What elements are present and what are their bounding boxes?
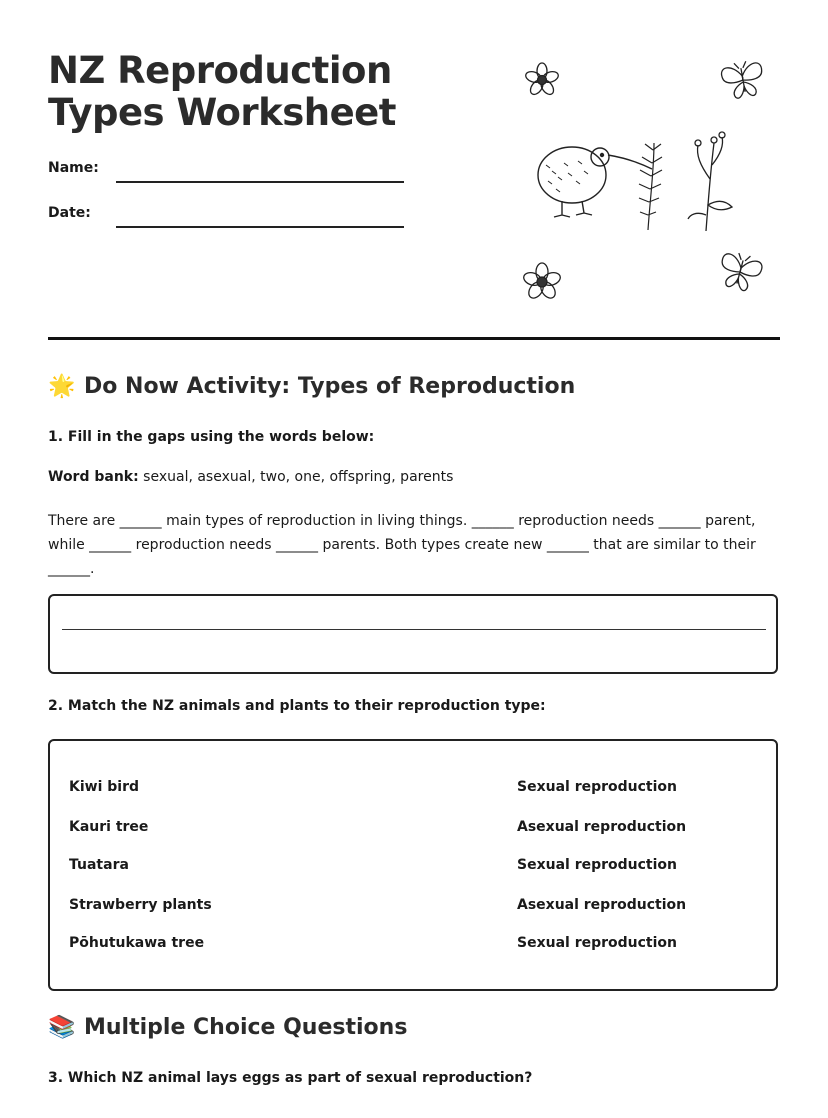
kiwi-bird-icon <box>538 147 652 217</box>
match-left-item[interactable]: Kauri tree <box>69 819 149 835</box>
matching-box <box>48 739 778 991</box>
butterfly-icon <box>716 249 764 293</box>
worksheet-title: NZ Reproduction Types Worksheet <box>48 49 396 134</box>
books-icon: 📚 <box>48 1015 76 1040</box>
match-left-item[interactable]: Kiwi bird <box>69 779 139 795</box>
section-heading-do-now <box>48 374 575 399</box>
match-right-item[interactable]: Asexual reproduction <box>517 819 687 835</box>
match-right-item[interactable]: Sexual reproduction <box>517 935 678 951</box>
match-left-item[interactable]: Tuatara <box>69 857 129 873</box>
date-label: Date: <box>48 205 91 221</box>
date-line[interactable] <box>116 226 404 228</box>
match-right-item[interactable]: Asexual reproduction <box>517 897 687 913</box>
star-icon: 🌟 <box>48 374 76 399</box>
plant-stem-icon <box>688 132 732 231</box>
answer-line <box>62 629 766 630</box>
name-line[interactable] <box>116 181 404 183</box>
match-left-item[interactable]: Strawberry plants <box>69 897 212 913</box>
question-2: 2. Match the NZ animals and plants to their reproduction type: <box>48 698 546 714</box>
butterfly-icon <box>720 59 766 101</box>
header-divider <box>48 337 780 340</box>
match-right-item[interactable]: Sexual reproduction <box>517 779 678 795</box>
question-3: 3. Which NZ animal lays eggs as part of sexual reproduction? <box>48 1070 533 1086</box>
answer-box[interactable] <box>48 594 778 674</box>
word-bank-words: sexual, asexual, two, one, offspring, parents <box>138 469 454 485</box>
section-heading-multiple-choice <box>48 1015 407 1040</box>
word-bank-label: Word bank: <box>48 469 139 485</box>
section-heading-text: Multiple Choice Questions <box>84 1015 408 1040</box>
illustration-cluster <box>500 50 790 320</box>
question-1: 1. Fill in the gaps using the words below: <box>48 429 375 445</box>
flower-icon <box>522 263 562 301</box>
match-right-item[interactable]: Sexual reproduction <box>517 857 678 873</box>
word-bank <box>48 469 453 485</box>
fern-icon <box>639 143 662 230</box>
fill-gaps-paragraph: There are ______ main types of reproduction in living things. ______ reproduction needs ______ parent, while ______ reproduction needs ______ parents. Both types create new ______ that are similar to their ______. <box>48 513 756 577</box>
name-label: Name: <box>48 160 99 176</box>
match-left-item[interactable]: Pōhutukawa tree <box>69 935 205 951</box>
section-heading-text: Do Now Activity: Types of Reproduction <box>84 374 576 399</box>
flower-icon <box>524 63 559 97</box>
